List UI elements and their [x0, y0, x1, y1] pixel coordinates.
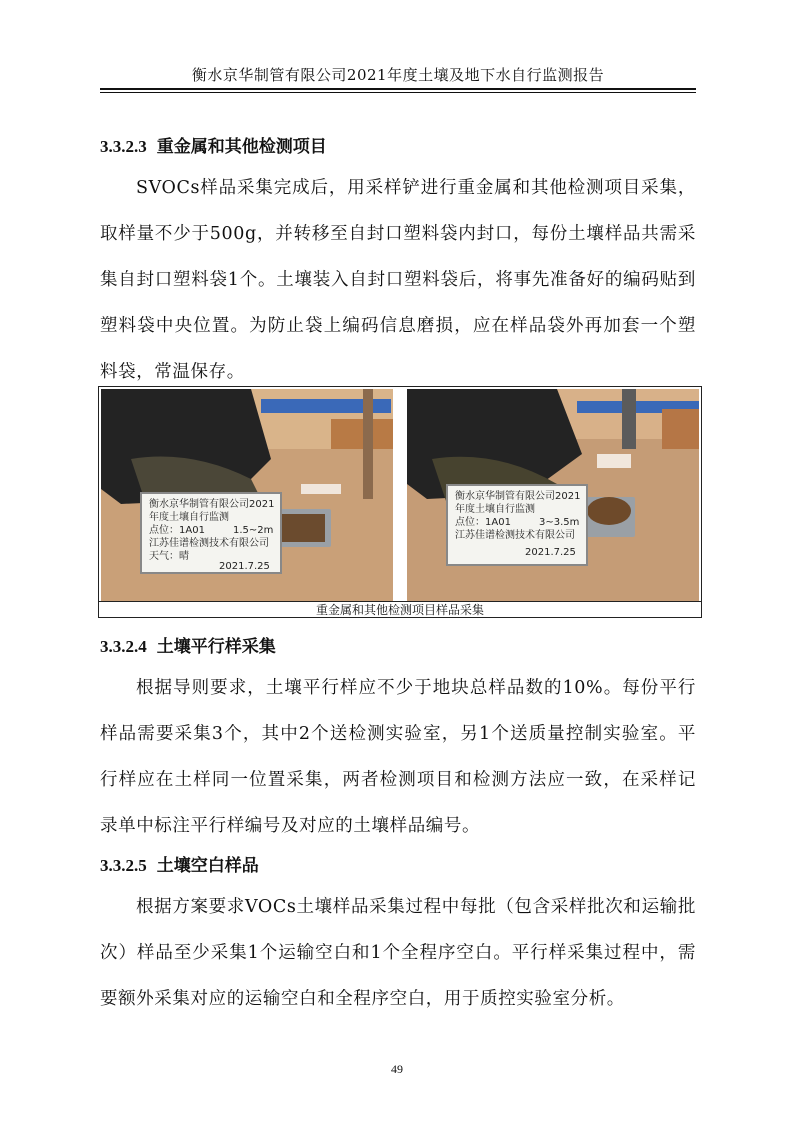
whiteboard-line: 1.5~2m [233, 525, 274, 536]
section-title: 土壤空白样品 [156, 856, 259, 876]
whiteboard-line: 江苏佳谱检测技术有限公司 [455, 530, 575, 541]
page-header: 衡水京华制管有限公司2021年度土壤及地下水自行监测报告 [191, 66, 605, 84]
field-photo-left [101, 389, 393, 601]
figure-caption: 重金属和其他检测项目样品采集 [315, 603, 484, 617]
section-title: 重金属和其他检测项目 [156, 137, 327, 157]
whiteboard-line: 点位：1A01 [455, 517, 511, 528]
whiteboard-line: 2021.7.25 [219, 561, 270, 572]
whiteboard-line: 衡水京华制管有限公司2021 [455, 491, 581, 502]
photo-figure [98, 386, 702, 618]
whiteboard-line: 年度土壤自行监测 [149, 512, 229, 523]
header-rule-thin [100, 92, 696, 93]
section-paragraph: 根据方案要求VOCs土壤样品采集过程中每批（包含采样批次和运输批次）样品至少采集1个运输空白和1个全程序空白。平行样采集过程中，需要额外采集对应的运输空白和全程序空白，用于质控实验室分析。 [100, 897, 696, 1009]
whiteboard-line: 天气：晴 [149, 551, 189, 562]
section-heading [100, 132, 327, 157]
section-number: 3.3.2.3 [100, 137, 147, 156]
section-title: 土壤平行样采集 [156, 637, 276, 657]
section-paragraph: SVOCs样品采集完成后，用采样铲进行重金属和其他检测项目采集，取样量不少于500g，并转移至自封口塑料袋内封口，每份土壤样品共需采集自封口塑料袋1个。土壤装入自封口塑料袋后，将事先准备好的编码贴到塑料袋中央位置。为防止袋上编码信息磨损，应在样品袋外再加套一个塑料袋，常温保存。 [100, 178, 696, 382]
whiteboard-line: 年度土壤自行监测 [455, 504, 535, 515]
whiteboard-line: 江苏佳谱检测技术有限公司 [149, 538, 269, 549]
page-number: 49 [391, 1062, 403, 1076]
whiteboard-line: 2021.7.25 [525, 547, 576, 558]
whiteboard-line: 衡水京华制管有限公司2021 [149, 499, 275, 510]
header-rule [100, 88, 696, 90]
whiteboard-line: 3~3.5m [539, 517, 580, 528]
field-photo-right [407, 389, 699, 601]
whiteboard-line: 点位：1A01 [149, 525, 205, 536]
section-heading [100, 851, 259, 876]
section-heading [100, 632, 276, 657]
section-number: 3.3.2.5 [100, 856, 147, 875]
section-number: 3.3.2.4 [100, 637, 147, 656]
section-paragraph: 根据导则要求，土壤平行样应不少于地块总样品数的10%。每份平行样品需要采集3个，其中2个送检测实验室，另1个送质量控制实验室。平行样应在土样同一位置采集，两者检测项目和检测方法应一致，在采样记录单中标注平行样编号及对应的土壤样品编号。 [100, 678, 696, 836]
